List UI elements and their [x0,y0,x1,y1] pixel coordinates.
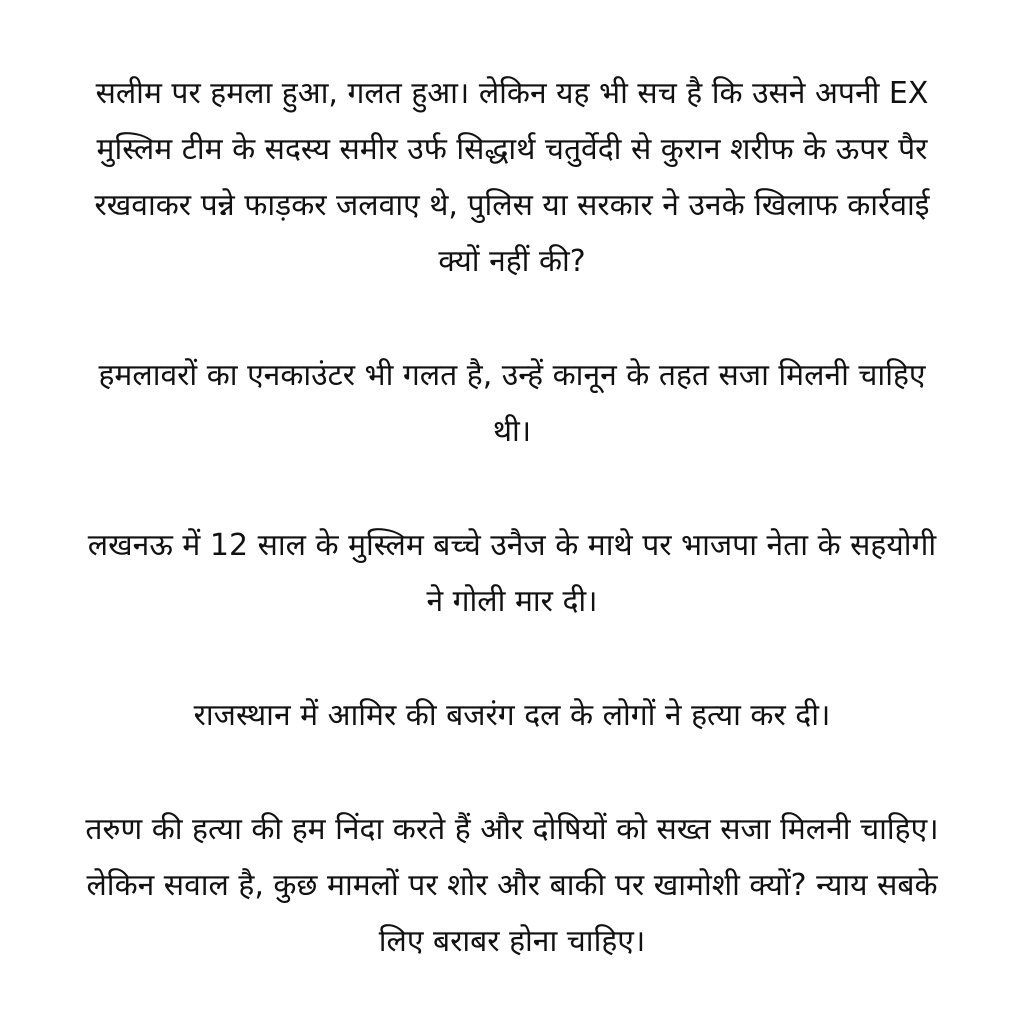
text-line: लिए बराबर होना चाहिए। [378,924,646,959]
text-line: रखवाकर पन्ने फाड़कर जलवाए थे, पुलिस या सरकार ने उनके खिलाफ कार्रवाई [94,188,930,223]
paragraph-rajasthan [40,688,984,744]
text-line: क्यों नहीं की? [438,244,586,279]
paragraph-lucknow [40,518,984,630]
text-line: तरुण की हत्या की हम निंदा करते हैं और दोषियों को सख्त सजा मिलनी चाहिए। [85,812,939,847]
text-line: मुस्लिम टीम के सदस्य समीर उर्फ सिद्धार्थ चतुर्वेदी से कुरान शरीफ के ऊपर पैर [96,132,928,167]
paragraph-tarun [40,802,984,970]
paragraph-salim [40,66,984,290]
text-line: लखनऊ में 12 साल के मुस्लिम बच्चे उनैज के माथे पर भाजपा नेता के सहयोगी [87,528,937,563]
paragraph-encounter [40,348,984,460]
text-line: लेकिन सवाल है, कुछ मामलों पर शोर और बाकी पर खामोशी क्यों? न्याय सबके [86,868,938,903]
text-line: राजस्थान में आमिर की बजरंग दल के लोगों ने हत्या कर दी। [193,698,831,733]
text-line: सलीम पर हमला हुआ, गलत हुआ। लेकिन यह भी सच है कि उसने अपनी EX [95,76,929,111]
text-line: हमलावरों का एनकाउंटर भी गलत है, उन्हें कानून के तहत सजा मिलनी चाहिए [98,358,926,393]
text-line: ने गोली मार दी। [426,584,598,619]
text-line: थी। [492,414,532,449]
